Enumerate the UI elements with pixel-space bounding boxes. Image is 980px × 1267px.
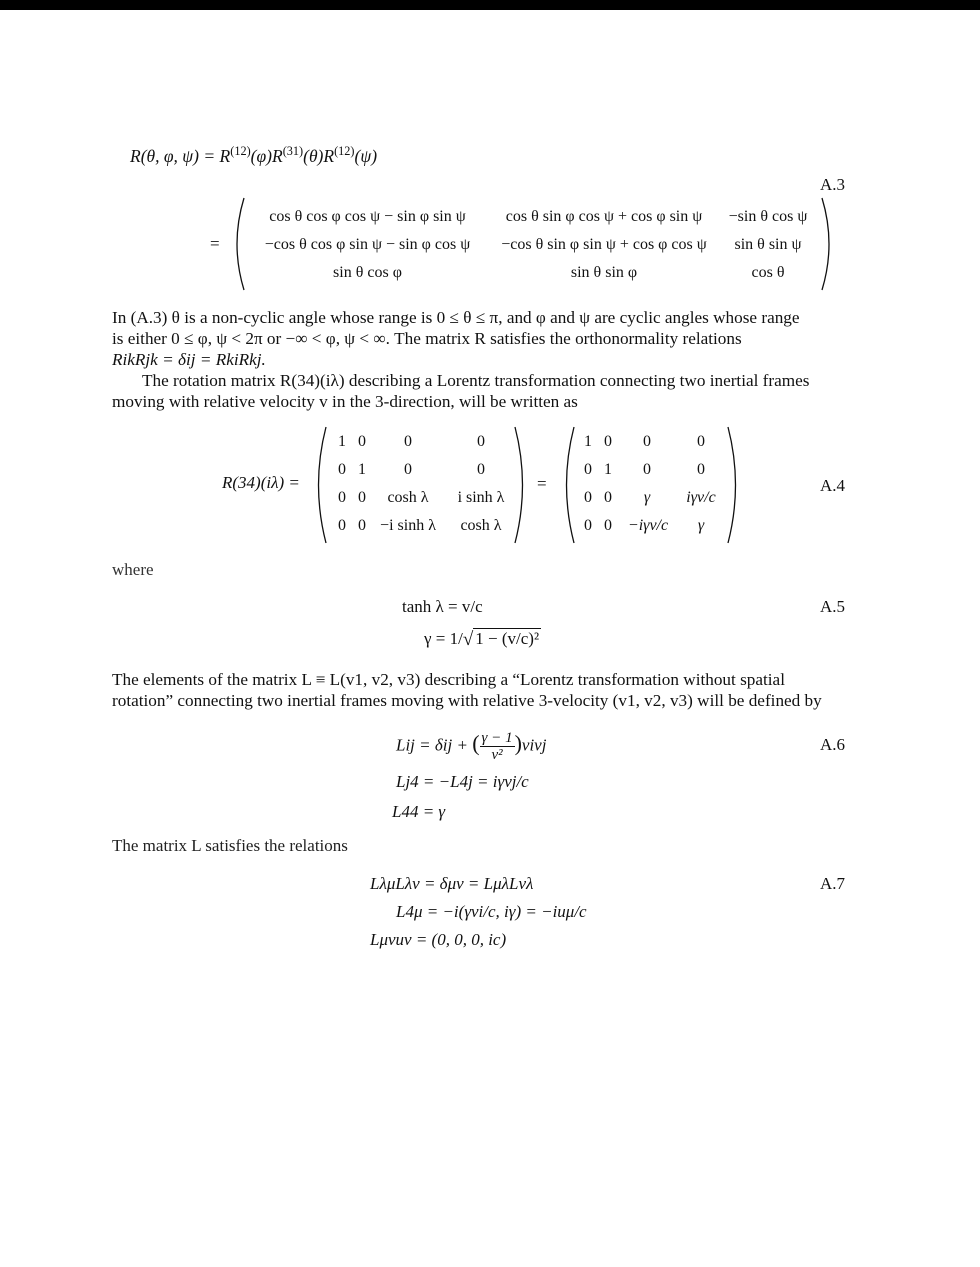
matrix-a4-left-cell: 1 [358, 461, 366, 478]
left-parenthesis [310, 425, 330, 545]
sqrt-sign-icon: √ [462, 629, 474, 650]
paragraph-lorentz-relations: The matrix L satisfies the relations [112, 836, 348, 855]
matrix-a4-right-cell: 0 [604, 433, 612, 450]
eq-a7-line3: Lμνuν = (0, 0, 0, ic) [370, 930, 507, 949]
paren-close-icon: ) [514, 730, 522, 756]
matrix-a4-left-cell: 1 [338, 433, 346, 450]
eq-a3-equals: = [210, 234, 220, 253]
matrix-a3-cell: cos θ cos φ cos ψ − sin φ sin ψ [269, 208, 466, 225]
eq-a7-line1: LλμLλν = δμν = LμλLνλ [370, 874, 534, 893]
fraction [480, 730, 515, 763]
text-line: In (A.3) θ is a non-cyclic angle whose range is 0 ≤ θ ≤ π, and φ and ψ are cyclic angles whose range [112, 308, 800, 327]
text-line: The rotation matrix R(34)(iλ) describing a Lorentz transformation connecting two inertial frames [142, 371, 810, 390]
matrix-a4-right-cell: 0 [604, 517, 612, 534]
matrix-a4-left-cell: 0 [338, 489, 346, 506]
paren-open-icon: ( [472, 730, 480, 756]
right-parenthesis [820, 196, 840, 292]
velocity-product: vivj [521, 735, 547, 755]
paragraph-rotation-matrix [112, 370, 862, 412]
matrix-a4-right-cell: 0 [697, 433, 705, 450]
sqrt-radicand: 1 − (v/c)² [475, 629, 540, 648]
gamma-definition: γ = 1/ [424, 629, 463, 648]
matrix-a3-cell: cos θ sin φ cos ψ + cos φ sin ψ [505, 208, 703, 225]
left-parenthesis [228, 196, 248, 292]
matrix-a3-cell: sin θ sin ψ [734, 236, 802, 253]
scan-top-border [0, 0, 980, 10]
matrix-a4-left-cell: 0 [338, 517, 346, 534]
matrix-a4-left-cell: cosh λ [387, 489, 429, 506]
matrix-a4-right-cell: 0 [584, 461, 592, 478]
matrix-a3-cell: −cos θ cos φ sin ψ − sin φ cos ψ [264, 236, 471, 253]
matrix-a4-right-cell: 0 [584, 517, 592, 534]
matrix-a3-cell: sin θ sin φ [570, 264, 638, 281]
matrix-a3-cell: cos θ [751, 264, 785, 281]
right-parenthesis [513, 425, 533, 545]
text-line: rotation” connecting two inertial frames moving with relative 3-velocity (v1, v2, v3) will be defined by [112, 691, 822, 710]
text-line: is either 0 ≤ φ, ψ < 2π or −∞ < φ, ψ < ∞. The matrix R satisfies the orthonormality relations [112, 329, 742, 348]
where-label: where [112, 560, 154, 579]
matrix-a4-left-cell: 0 [477, 433, 485, 450]
eq-a6-line1 [396, 730, 546, 763]
matrix-a4-right-cell: 0 [584, 489, 592, 506]
matrix-a4-right-cell: γ [643, 489, 651, 506]
eq-a6-line2: Lj4 = −L4j = iγvj/c [396, 772, 529, 791]
matrix-a3-cell: −sin θ cos ψ [728, 208, 808, 225]
eq-a5-number: A.5 [820, 597, 846, 616]
matrix-a4-right-cell: −iγv/c [627, 517, 669, 534]
matrix-a4-right-cell: γ [697, 517, 705, 534]
matrix-a3-cell: −cos θ sin φ sin ψ + cos φ cos ψ [501, 236, 707, 253]
fraction-denominator: v² [491, 747, 503, 763]
matrix-a4-left-cell: 0 [358, 489, 366, 506]
right-parenthesis [726, 425, 746, 545]
paragraph-a3-explanation [112, 307, 862, 370]
matrix-a4-left-cell: 0 [404, 461, 412, 478]
eq-a7-line2: L4μ = −i(γvi/c, iγ) = −iuμ/c [396, 902, 587, 921]
matrix-a4-left-cell: 0 [358, 433, 366, 450]
eq-a6-line3: L44 = γ [392, 802, 446, 821]
matrix-a4-right-cell: iγv/c [686, 489, 716, 506]
eq-a3-lhs: R(θ, φ, $\psi) = R^{(12)}(\varphi)R^{(31)}(\theta)R^{(12)}(\psi)$ [130, 144, 378, 166]
matrix-a4-right-cell: 0 [643, 461, 651, 478]
matrix-a4-right-cell: 0 [697, 461, 705, 478]
matrix-a3-cell: sin θ cos φ [333, 264, 402, 281]
eq-a7-number: A.7 [820, 874, 846, 893]
matrix-a4-left-cell: 0 [477, 461, 485, 478]
matrix-a4-right-cell: 0 [643, 433, 651, 450]
matrix-a4-right-cell: 1 [584, 433, 592, 450]
matrix-a4-right-cell: 0 [604, 489, 612, 506]
left-parenthesis [558, 425, 578, 545]
paragraph-lorentz-matrix [112, 669, 862, 711]
text-line: moving with relative velocity v in the 3-direction, will be written as [112, 392, 578, 411]
matrix-a4-left-cell: cosh λ [460, 517, 502, 534]
matrix-a4-left-cell: 0 [404, 433, 412, 450]
matrix-a4-right-cell: 1 [604, 461, 612, 478]
fraction-numerator: γ − 1 [481, 730, 513, 746]
eq-a5-line1: tanh λ = v/c [402, 597, 483, 616]
text-line: The elements of the matrix L ≡ L(v1, v2, v3) describing a “Lorentz transformation without spatial [112, 670, 785, 689]
matrix-a4-left-cell: 0 [358, 517, 366, 534]
text-line: RikRjk = δij = RkiRkj. [112, 350, 266, 369]
eq-a6-number: A.6 [820, 735, 846, 754]
eq-a4-equals: = [537, 474, 547, 493]
eq-a3-number: A.3 [820, 175, 846, 194]
matrix-a4-left-cell: −i sinh λ [380, 517, 436, 534]
matrix-a4-left-cell: i sinh λ [457, 489, 505, 506]
eq-a4-number: A.4 [820, 476, 846, 495]
eq-a5-line2 [424, 628, 541, 650]
matrix-a4-left-cell: 0 [338, 461, 346, 478]
eq-a4-lhs: R(34)(iλ) = [222, 473, 300, 492]
eq-a6-lhs: Lij = δij + [396, 735, 468, 755]
